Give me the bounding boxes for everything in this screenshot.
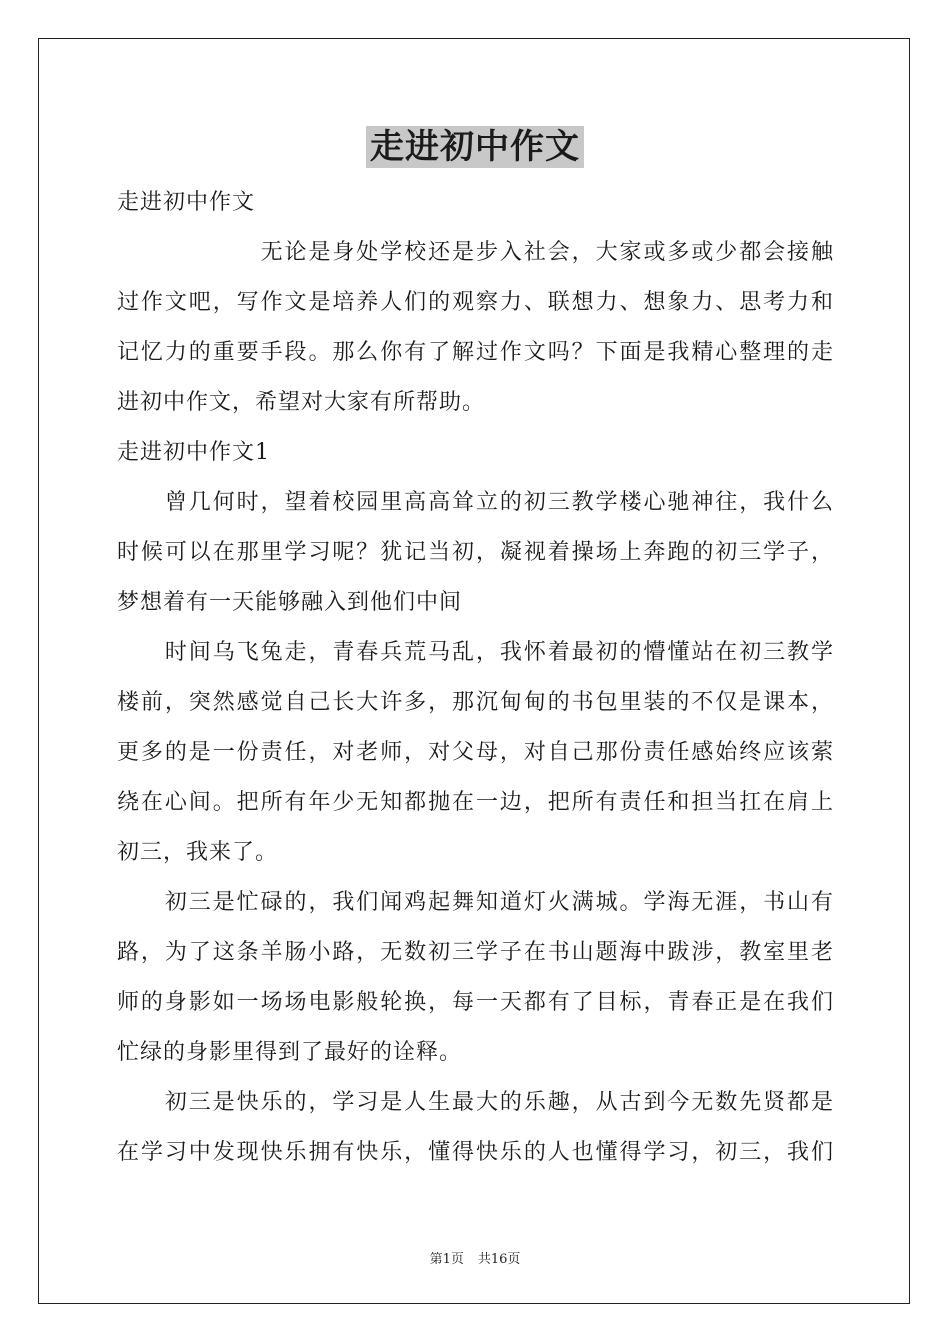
body-line: 梦想着有一天能够融入到他们中间 — [117, 590, 463, 615]
page-total: 共16页 — [477, 1252, 521, 1267]
title-area — [0, 126, 950, 168]
body-line: 时间乌飞兔走，青春兵荒马乱，我怀着最初的懵懂站在初三教学 — [117, 640, 833, 665]
document-title: 走进初中作文 — [366, 126, 584, 168]
body-line: 忙绿的身影里得到了最好的诠释。 — [117, 1040, 463, 1065]
body-line: 更多的是一份责任，对老师，对父母，对自己那份责任感始终应该萦 — [117, 740, 833, 765]
body-line: 路，为了这条羊肠小路，无数初三学子在书山题海中跋涉，教室里老 — [117, 940, 833, 965]
body-line: 楼前，突然感觉自己长大许多，那沉甸甸的书包里装的不仅是课本， — [117, 690, 833, 715]
document-body — [117, 178, 833, 1178]
body-line: 曾几何时，望着校园里高高耸立的初三教学楼心驰神往，我什么 — [117, 490, 833, 515]
body-line: 师的身影如一场场电影般轮换，每一天都有了目标，青春正是在我们 — [117, 990, 833, 1015]
page-footer — [0, 1248, 950, 1267]
body-line: 初三，我来了。 — [117, 840, 279, 865]
page-number: 第1页 — [429, 1252, 464, 1267]
body-line: 记忆力的重要手段。那么你有了解过作文吗？下面是我精心整理的走 — [117, 340, 833, 365]
section-heading: 走进初中作文1 — [117, 440, 270, 465]
subtitle-line: 走进初中作文 — [117, 190, 256, 215]
body-line: 进初中作文，希望对大家有所帮助。 — [117, 390, 486, 415]
body-line: 在学习中发现快乐拥有快乐，懂得快乐的人也懂得学习，初三，我们 — [117, 1140, 833, 1165]
body-line: 无论是身处学校还是步入社会，大家或多或少都会接触 — [117, 240, 833, 265]
body-line: 绕在心间。把所有年少无知都抛在一边，把所有责任和担当扛在肩上 — [117, 790, 833, 815]
body-line: 初三是快乐的，学习是人生最大的乐趣，从古到今无数先贤都是 — [117, 1090, 833, 1115]
body-line: 初三是忙碌的，我们闻鸡起舞知道灯火满城。学海无涯，书山有 — [117, 890, 833, 915]
body-line: 时候可以在那里学习呢？犹记当初，凝视着操场上奔跑的初三学子， — [117, 540, 833, 565]
body-line: 过作文吧，写作文是培养人们的观察力、联想力、想象力、思考力和 — [117, 290, 833, 315]
